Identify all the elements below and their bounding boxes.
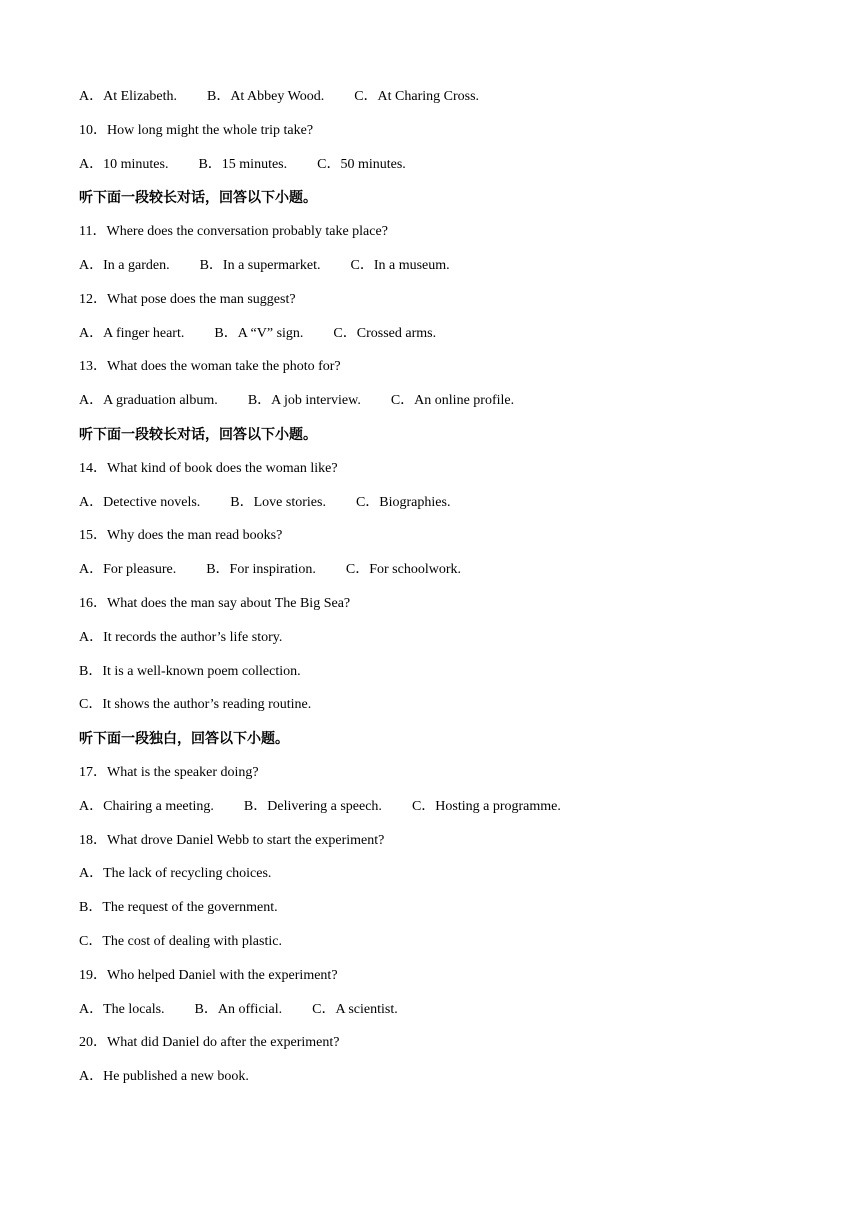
question-text: 15．Why does the man read books? xyxy=(79,528,283,544)
section-heading: 听下面一段较长对话，回答以下小题。 xyxy=(79,427,317,443)
answer-option: B．The request of the government. xyxy=(79,900,278,916)
answer-option: C．50 minutes. xyxy=(317,156,406,172)
question-text: 13．What does the woman take the photo for? xyxy=(79,359,341,375)
answer-option: C．Crossed arms. xyxy=(333,325,437,341)
question-text: 12．What pose does the man suggest? xyxy=(79,291,296,307)
question-text: 17．What is the speaker doing? xyxy=(79,765,259,780)
answer-option: B．15 minutes. xyxy=(198,156,288,172)
answer-option: C．Biographies. xyxy=(355,494,451,510)
options-row xyxy=(79,1001,398,1019)
question-text: 11．Where does the conversation probably take place? xyxy=(79,224,388,240)
answer-option: A．At Elizabeth. xyxy=(79,89,177,104)
answer-option: A．The locals. xyxy=(79,1001,165,1017)
answer-option: A．It records the author’s life story. xyxy=(79,629,283,645)
options-row xyxy=(79,392,514,410)
question-text: 18．What drove Daniel Webb to start the experiment? xyxy=(79,832,385,848)
answer-option: B．Love stories. xyxy=(230,494,326,510)
answer-option: B．At Abbey Wood. xyxy=(206,89,325,104)
question-text: 10．How long might the whole trip take? xyxy=(79,122,314,138)
answer-option: A．10 minutes. xyxy=(79,156,169,172)
answer-option: B．An official. xyxy=(194,1001,283,1017)
question-text: 14．What kind of book does the woman like? xyxy=(79,460,338,476)
answer-option: A．For pleasure. xyxy=(79,562,177,578)
answer-option: A．A finger heart. xyxy=(79,325,185,341)
answer-option: C．For schoolwork. xyxy=(345,562,461,578)
answer-option: C．Hosting a programme. xyxy=(411,798,561,814)
answer-option: B．Delivering a speech. xyxy=(243,798,382,814)
answer-option: B．It is a well-known poem collection. xyxy=(79,663,301,679)
answer-option: C．The cost of dealing with plastic. xyxy=(79,934,282,949)
answer-option: A．A graduation album. xyxy=(79,393,218,409)
options-row xyxy=(79,561,461,579)
answer-option: A．Chairing a meeting. xyxy=(79,798,214,814)
answer-option: B．A “V” sign. xyxy=(214,325,304,341)
question-text: 16．What does the man say about The Big Sea? xyxy=(79,596,351,611)
answer-option: C．An online profile. xyxy=(390,393,515,409)
answer-option: A．Detective novels. xyxy=(79,494,201,510)
section-heading: 听下面一段较长对话，回答以下小题。 xyxy=(79,190,317,207)
options-row xyxy=(79,88,479,106)
options-row xyxy=(79,494,450,512)
answer-option: A．In a garden. xyxy=(79,258,170,273)
options-row xyxy=(79,156,406,174)
options-row xyxy=(79,325,436,343)
answer-option: B．A job interview. xyxy=(247,393,361,409)
answer-option: A．He published a new book. xyxy=(79,1069,249,1085)
answer-option: B．In a supermarket. xyxy=(199,258,321,273)
answer-option: C．It shows the author’s reading routine. xyxy=(79,697,312,713)
question-text: 19．Who helped Daniel with the experiment? xyxy=(79,967,338,983)
options-row xyxy=(79,257,450,275)
options-row xyxy=(79,798,561,816)
section-heading: 听下面一段独白，回答以下小题。 xyxy=(79,731,289,748)
answer-option: C．At Charing Cross. xyxy=(354,89,480,104)
answer-option: C．In a museum. xyxy=(350,258,450,273)
answer-option: A．The lack of recycling choices. xyxy=(79,866,272,882)
answer-option: B．For inspiration. xyxy=(206,562,316,578)
question-text: 20．What did Daniel do after the experiment? xyxy=(79,1035,340,1051)
answer-option: C．A scientist. xyxy=(312,1001,398,1017)
